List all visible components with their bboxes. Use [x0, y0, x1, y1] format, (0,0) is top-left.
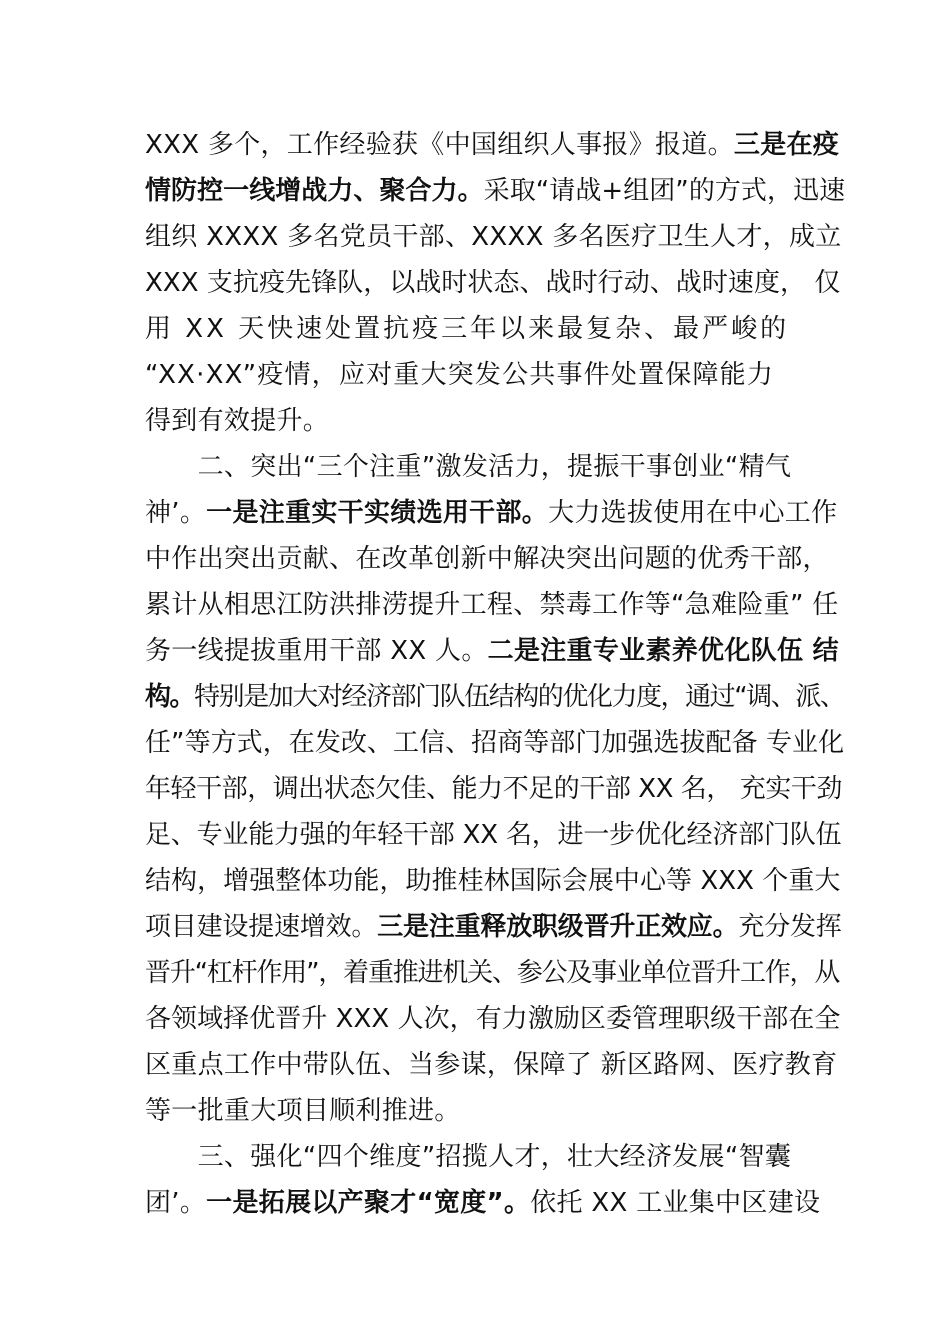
line — [145, 628, 845, 674]
line — [145, 214, 845, 260]
line — [145, 1180, 845, 1226]
text-run: 依托 XX 工业集中区建设 — [530, 1188, 821, 1218]
text-run-bold: 三是在疫 — [733, 130, 840, 160]
line — [145, 444, 845, 490]
text-run: 区重点工作中带队伍、当参谋，保障了 新区路网、医疗教育 — [145, 1050, 838, 1080]
text-run-bold: 情防控一线增战力、聚合力。 — [145, 176, 484, 206]
text-run: 神’。 — [145, 498, 207, 528]
text-run: 充分发挥 — [738, 912, 842, 942]
text-run: 三、强化“四个维度”招揽人才，壮大经济发展“智囊 — [145, 1142, 792, 1172]
line — [145, 1088, 845, 1134]
line — [145, 904, 845, 950]
text-run: 组织 XXXX 多名党员干部、XXXX 多名医疗卫生人才，成立 — [145, 222, 842, 252]
text-run-bold: 三是注重释放职级晋升正效应。 — [377, 912, 739, 942]
text-run: 中作出突出贡献、在改革创新中解决突出问题的优秀干部， — [145, 544, 829, 574]
text-run: 各领域择优晋升 XXX 人次，有力激励区委管理职级干部在全 — [145, 1004, 841, 1034]
line — [145, 950, 845, 996]
text-run: 等一批重大项目顺利推进。 — [145, 1096, 461, 1126]
text-run: 项目建设提速增效。 — [145, 912, 378, 942]
text-run: 年轻干部，调出状态欠佳、能力不足的干部 XX 名， 充实干劲 — [145, 774, 842, 804]
line — [145, 674, 845, 720]
line — [145, 582, 845, 628]
line — [145, 858, 845, 904]
text-run: 晋升“杠杆作用”，着重推进机关、参公及事业单位晋升工作，从 — [145, 958, 840, 988]
text-run: 二、突出“三个注重”激发活力，提振干事创业“精气 — [145, 452, 792, 482]
text-run: XXX 多个，工作经验获《中国组织人事报》报道。 — [145, 130, 734, 160]
line — [145, 490, 845, 536]
line — [145, 168, 845, 214]
line — [145, 1042, 845, 1088]
text-run: 大力选拔使用在中心工作 — [548, 498, 838, 528]
text-run: 务一线提拔重用干部 XX 人。 — [145, 636, 488, 666]
text-run: “XX·XX”疫情，应对重大突发公共事件处置保障能力 — [145, 360, 775, 390]
line — [145, 260, 845, 306]
line — [145, 536, 845, 582]
text-run: 得到有效提升。 — [145, 406, 330, 436]
line — [145, 1134, 845, 1180]
text-run-bold: 一是拓展以产聚才“宽度”。 — [206, 1188, 531, 1218]
text-run: 累计从相思江防洪排涝提升工程、禁毒工作等“急难险重” 任 — [145, 590, 839, 620]
text-run: 任”等方式，在发改、工信、招商等部门加强选拔配备 专业化 — [145, 728, 845, 758]
line — [145, 720, 845, 766]
text-run: 足、专业能力强的年轻干部 XX 名，进一步优化经济部门队伍 — [145, 820, 842, 850]
text-run-bold: 一是注重实干实绩选用干部。 — [206, 498, 549, 528]
text-run-bold: 构。 — [145, 682, 195, 712]
text-run: 用 XX 天快速处置抗疫三年以来最复杂、最严峻的 — [145, 314, 790, 344]
line — [145, 398, 845, 444]
text-run: XXX 支抗疫先锋队，以战时状态、战时行动、战时速度， 仅 — [145, 268, 841, 298]
text-run: 采取“请战+组团”的方式，迅速 — [483, 176, 846, 206]
text-run-bold: 二是注重专业素养优化队伍 结 — [487, 636, 839, 666]
text-run: 特别是加大对经济部门队伍结构的优化力度，通过“调、派、 — [194, 682, 845, 712]
line — [145, 996, 845, 1042]
line — [145, 122, 845, 168]
line — [145, 766, 845, 812]
text-run: 结构，增强整体功能，助推桂林国际会展中心等 XXX 个重大 — [145, 866, 841, 896]
text-run: 团’。 — [145, 1188, 207, 1218]
line — [145, 352, 845, 398]
line — [145, 812, 845, 858]
line — [145, 306, 845, 352]
